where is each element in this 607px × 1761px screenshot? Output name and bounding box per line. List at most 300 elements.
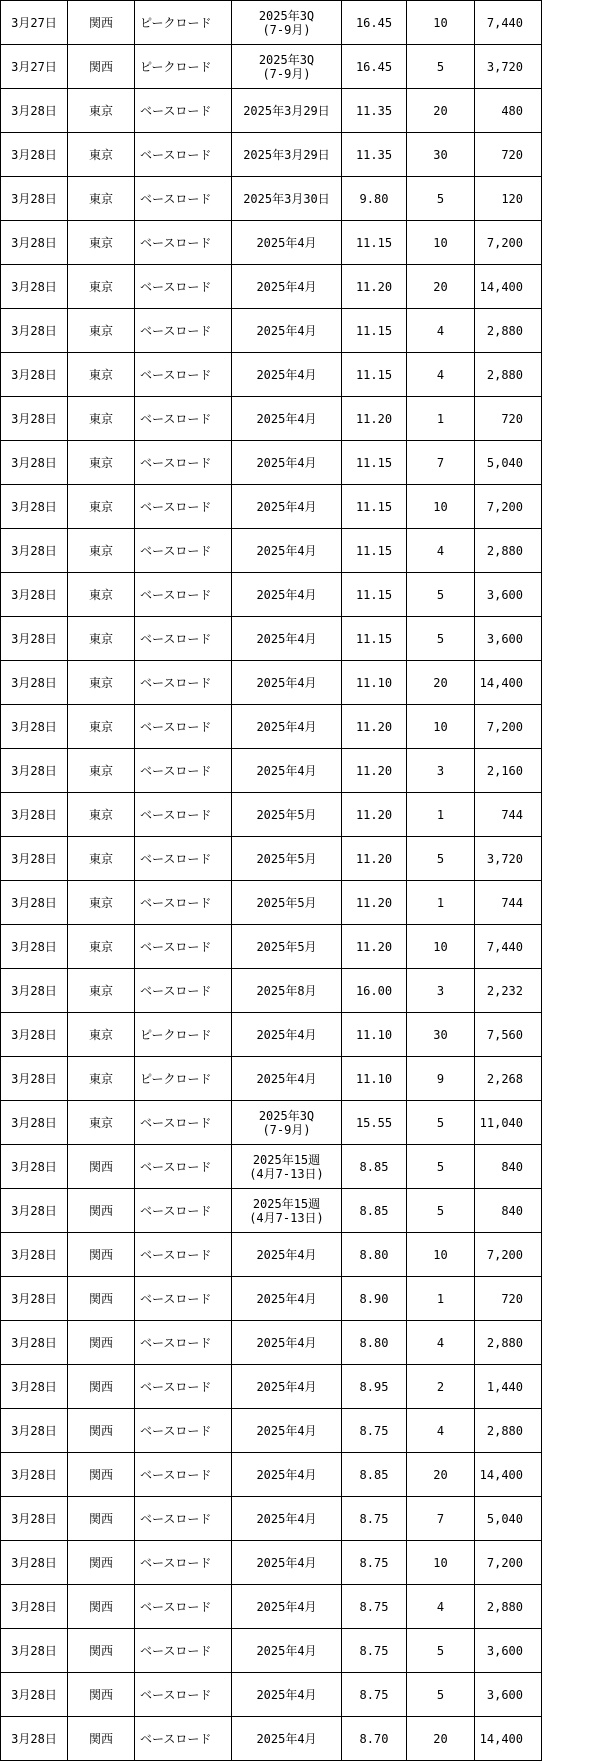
date-cell: 3月28日 <box>1 1321 68 1365</box>
contract-line: 2025年3Q <box>258 52 315 67</box>
quantity-cell: 4 <box>407 529 475 573</box>
contract-line: 2025年5月 <box>256 807 317 822</box>
contract-line: 2025年5月 <box>256 939 317 954</box>
area-cell: 関西 <box>68 1629 135 1673</box>
amount-cell: 744 <box>475 793 542 837</box>
product-cell: ベースロード <box>135 265 232 309</box>
table-row <box>1 1 542 45</box>
area-cell: 関西 <box>68 1541 135 1585</box>
contract-cell <box>232 1365 342 1409</box>
contract-line: (4月7-13日) <box>249 1166 324 1181</box>
product-cell: ベースロード <box>135 1673 232 1717</box>
table-row <box>1 529 542 573</box>
quantity-cell: 3 <box>407 969 475 1013</box>
area-cell: 関西 <box>68 45 135 89</box>
price-cell: 11.15 <box>342 617 407 661</box>
quantity-cell: 5 <box>407 1101 475 1145</box>
product-cell: ベースロード <box>135 1277 232 1321</box>
area-cell: 東京 <box>68 133 135 177</box>
product-cell: ベースロード <box>135 881 232 925</box>
table-row <box>1 1057 542 1101</box>
product-cell: ベースロード <box>135 221 232 265</box>
product-cell: ベースロード <box>135 485 232 529</box>
area-cell: 関西 <box>68 1497 135 1541</box>
date-cell: 3月28日 <box>1 1365 68 1409</box>
date-cell: 3月28日 <box>1 1101 68 1145</box>
contract-cell <box>232 1189 342 1233</box>
area-cell: 東京 <box>68 1101 135 1145</box>
amount-cell: 5,040 <box>475 1497 542 1541</box>
table-row <box>1 45 542 89</box>
date-cell: 3月28日 <box>1 1717 68 1761</box>
product-cell: ベースロード <box>135 1321 232 1365</box>
contract-cell <box>232 177 342 221</box>
product-cell: ベースロード <box>135 837 232 881</box>
product-cell: ベースロード <box>135 1717 232 1761</box>
quantity-cell: 10 <box>407 1541 475 1585</box>
amount-cell: 2,880 <box>475 1321 542 1365</box>
quantity-cell: 20 <box>407 1717 475 1761</box>
table-row <box>1 1013 542 1057</box>
quantity-cell: 7 <box>407 1497 475 1541</box>
product-cell: ベースロード <box>135 793 232 837</box>
table-row <box>1 1145 542 1189</box>
price-cell: 11.15 <box>342 485 407 529</box>
amount-cell: 14,400 <box>475 661 542 705</box>
area-cell: 関西 <box>68 1233 135 1277</box>
quantity-cell: 20 <box>407 89 475 133</box>
contract-cell <box>232 837 342 881</box>
date-cell: 3月28日 <box>1 705 68 749</box>
quantity-cell: 5 <box>407 177 475 221</box>
contract-line: 2025年4月 <box>256 323 317 338</box>
area-cell: 東京 <box>68 529 135 573</box>
date-cell: 3月28日 <box>1 1497 68 1541</box>
price-cell: 8.90 <box>342 1277 407 1321</box>
area-cell: 東京 <box>68 969 135 1013</box>
area-cell: 東京 <box>68 1057 135 1101</box>
contract-line: 2025年4月 <box>256 1599 317 1614</box>
area-cell: 東京 <box>68 485 135 529</box>
amount-cell: 14,400 <box>475 1453 542 1497</box>
price-cell: 11.15 <box>342 573 407 617</box>
contract-line: 2025年4月 <box>256 1291 317 1306</box>
price-cell: 11.10 <box>342 1013 407 1057</box>
table-row <box>1 749 542 793</box>
table-row <box>1 1277 542 1321</box>
contract-line: 2025年4月 <box>256 1687 317 1702</box>
contract-line: 2025年4月 <box>256 1247 317 1262</box>
amount-cell: 7,560 <box>475 1013 542 1057</box>
quantity-cell: 10 <box>407 1 475 45</box>
area-cell: 関西 <box>68 1321 135 1365</box>
contract-line: 2025年4月 <box>256 1467 317 1482</box>
product-cell: ベースロード <box>135 441 232 485</box>
contract-cell <box>232 397 342 441</box>
area-cell: 東京 <box>68 661 135 705</box>
date-cell: 3月28日 <box>1 925 68 969</box>
quantity-cell: 10 <box>407 485 475 529</box>
contract-line: 2025年4月 <box>256 763 317 778</box>
product-cell: ベースロード <box>135 1145 232 1189</box>
table-row <box>1 1541 542 1585</box>
amount-cell: 3,600 <box>475 1629 542 1673</box>
area-cell: 東京 <box>68 705 135 749</box>
quantity-cell: 4 <box>407 353 475 397</box>
price-cell: 8.85 <box>342 1189 407 1233</box>
quantity-cell: 4 <box>407 1585 475 1629</box>
date-cell: 3月28日 <box>1 133 68 177</box>
price-cell: 8.85 <box>342 1453 407 1497</box>
amount-cell: 3,600 <box>475 617 542 661</box>
quantity-cell: 30 <box>407 133 475 177</box>
contract-cell <box>232 1453 342 1497</box>
contract-cell <box>232 1321 342 1365</box>
contract-cell <box>232 529 342 573</box>
table-row <box>1 969 542 1013</box>
area-cell: 東京 <box>68 397 135 441</box>
quantity-cell: 1 <box>407 881 475 925</box>
date-cell: 3月28日 <box>1 1189 68 1233</box>
amount-cell: 2,880 <box>475 1409 542 1453</box>
table-row <box>1 881 542 925</box>
amount-cell: 3,720 <box>475 45 542 89</box>
price-cell: 9.80 <box>342 177 407 221</box>
product-cell: ベースロード <box>135 1541 232 1585</box>
area-cell: 東京 <box>68 837 135 881</box>
price-cell: 11.20 <box>342 397 407 441</box>
table-row <box>1 309 542 353</box>
amount-cell: 720 <box>475 397 542 441</box>
contract-line: 2025年4月 <box>256 1643 317 1658</box>
date-cell: 3月28日 <box>1 881 68 925</box>
amount-cell: 2,268 <box>475 1057 542 1101</box>
product-cell: ベースロード <box>135 1629 232 1673</box>
quantity-cell: 1 <box>407 397 475 441</box>
table-row <box>1 617 542 661</box>
table-row <box>1 1189 542 1233</box>
contract-cell <box>232 45 342 89</box>
contract-cell <box>232 485 342 529</box>
contract-cell <box>232 1057 342 1101</box>
table-row <box>1 573 542 617</box>
product-cell: ピークロード <box>135 1057 232 1101</box>
amount-cell: 2,880 <box>475 529 542 573</box>
amount-cell: 5,040 <box>475 441 542 485</box>
table-row <box>1 1233 542 1277</box>
amount-cell: 7,200 <box>475 1233 542 1277</box>
date-cell: 3月28日 <box>1 749 68 793</box>
product-cell: ベースロード <box>135 969 232 1013</box>
area-cell: 東京 <box>68 353 135 397</box>
table-row <box>1 221 542 265</box>
amount-cell: 7,200 <box>475 221 542 265</box>
date-cell: 3月28日 <box>1 837 68 881</box>
contract-line: 2025年5月 <box>256 895 317 910</box>
quantity-cell: 4 <box>407 309 475 353</box>
contract-line: 2025年4月 <box>256 279 317 294</box>
area-cell: 東京 <box>68 177 135 221</box>
quantity-cell: 5 <box>407 1189 475 1233</box>
table-row <box>1 353 542 397</box>
contract-line: 2025年4月 <box>256 719 317 734</box>
date-cell: 3月27日 <box>1 45 68 89</box>
area-cell: 関西 <box>68 1717 135 1761</box>
amount-cell: 7,200 <box>475 705 542 749</box>
quantity-cell: 5 <box>407 1145 475 1189</box>
amount-cell: 720 <box>475 1277 542 1321</box>
quantity-cell: 2 <box>407 1365 475 1409</box>
area-cell: 関西 <box>68 1453 135 1497</box>
area-cell: 東京 <box>68 441 135 485</box>
price-cell: 11.10 <box>342 1057 407 1101</box>
date-cell: 3月28日 <box>1 573 68 617</box>
amount-cell: 2,232 <box>475 969 542 1013</box>
contract-cell <box>232 793 342 837</box>
area-cell: 東京 <box>68 617 135 661</box>
table-row <box>1 1629 542 1673</box>
quantity-cell: 5 <box>407 1673 475 1717</box>
table-row <box>1 705 542 749</box>
contract-cell <box>232 1013 342 1057</box>
contract-line: 2025年3月30日 <box>243 191 330 206</box>
quantity-cell: 30 <box>407 1013 475 1057</box>
table-body <box>1 1 542 1761</box>
table-row <box>1 89 542 133</box>
date-cell: 3月28日 <box>1 485 68 529</box>
table-row <box>1 1585 542 1629</box>
quantity-cell: 4 <box>407 1409 475 1453</box>
contract-line: (7-9月) <box>262 1122 311 1137</box>
amount-cell: 2,880 <box>475 1585 542 1629</box>
area-cell: 東京 <box>68 221 135 265</box>
date-cell: 3月28日 <box>1 89 68 133</box>
quantity-cell: 7 <box>407 441 475 485</box>
contract-line: 2025年3Q <box>258 8 315 23</box>
product-cell: ベースロード <box>135 661 232 705</box>
area-cell: 東京 <box>68 925 135 969</box>
date-cell: 3月28日 <box>1 969 68 1013</box>
contract-line: 2025年4月 <box>256 1511 317 1526</box>
quantity-cell: 10 <box>407 925 475 969</box>
price-cell: 11.20 <box>342 881 407 925</box>
contract-line: 2025年4月 <box>256 455 317 470</box>
product-cell: ピークロード <box>135 1 232 45</box>
price-cell: 11.20 <box>342 749 407 793</box>
product-cell: ピークロード <box>135 45 232 89</box>
product-cell: ベースロード <box>135 133 232 177</box>
price-cell: 16.00 <box>342 969 407 1013</box>
area-cell: 東京 <box>68 1013 135 1057</box>
contract-cell <box>232 1233 342 1277</box>
amount-cell: 14,400 <box>475 265 542 309</box>
amount-cell: 2,880 <box>475 309 542 353</box>
price-cell: 8.75 <box>342 1629 407 1673</box>
quantity-cell: 10 <box>407 221 475 265</box>
table-row <box>1 1409 542 1453</box>
contract-cell <box>232 881 342 925</box>
contract-cell <box>232 969 342 1013</box>
product-cell: ベースロード <box>135 749 232 793</box>
table-row <box>1 1321 542 1365</box>
price-cell: 8.75 <box>342 1409 407 1453</box>
table-row <box>1 925 542 969</box>
contract-line: 2025年4月 <box>256 587 317 602</box>
contract-cell <box>232 1 342 45</box>
date-cell: 3月28日 <box>1 661 68 705</box>
contract-cell <box>232 1585 342 1629</box>
amount-cell: 480 <box>475 89 542 133</box>
quantity-cell: 3 <box>407 749 475 793</box>
product-cell: ベースロード <box>135 529 232 573</box>
product-cell: ピークロード <box>135 1013 232 1057</box>
contract-cell <box>232 925 342 969</box>
date-cell: 3月28日 <box>1 221 68 265</box>
contract-line: 2025年4月 <box>256 1027 317 1042</box>
quantity-cell: 20 <box>407 1453 475 1497</box>
date-cell: 3月28日 <box>1 1585 68 1629</box>
contract-line: 2025年3月29日 <box>243 103 330 118</box>
amount-cell: 7,200 <box>475 485 542 529</box>
price-cell: 8.80 <box>342 1321 407 1365</box>
amount-cell: 2,880 <box>475 353 542 397</box>
product-cell: ベースロード <box>135 1101 232 1145</box>
table-row <box>1 1673 542 1717</box>
contract-cell <box>232 749 342 793</box>
contract-cell <box>232 1409 342 1453</box>
quantity-cell: 1 <box>407 1277 475 1321</box>
amount-cell: 11,040 <box>475 1101 542 1145</box>
contract-line: 2025年4月 <box>256 1423 317 1438</box>
quantity-cell: 5 <box>407 573 475 617</box>
table-row <box>1 1365 542 1409</box>
amount-cell: 744 <box>475 881 542 925</box>
contract-cell <box>232 1629 342 1673</box>
amount-cell: 120 <box>475 177 542 221</box>
contract-line: 2025年4月 <box>256 631 317 646</box>
contract-cell <box>232 133 342 177</box>
product-cell: ベースロード <box>135 1189 232 1233</box>
product-cell: ベースロード <box>135 353 232 397</box>
price-cell: 8.80 <box>342 1233 407 1277</box>
amount-cell: 7,440 <box>475 925 542 969</box>
quantity-cell: 5 <box>407 837 475 881</box>
date-cell: 3月28日 <box>1 1409 68 1453</box>
contract-line: 2025年15週 <box>252 1196 321 1211</box>
table-row <box>1 793 542 837</box>
date-cell: 3月28日 <box>1 1541 68 1585</box>
area-cell: 東京 <box>68 881 135 925</box>
product-cell: ベースロード <box>135 617 232 661</box>
date-cell: 3月28日 <box>1 793 68 837</box>
quantity-cell: 20 <box>407 265 475 309</box>
product-cell: ベースロード <box>135 705 232 749</box>
contract-cell <box>232 89 342 133</box>
date-cell: 3月28日 <box>1 1453 68 1497</box>
price-cell: 11.15 <box>342 221 407 265</box>
contract-line: 2025年15週 <box>252 1152 321 1167</box>
contract-line: 2025年8月 <box>256 983 317 998</box>
table-row <box>1 265 542 309</box>
area-cell: 関西 <box>68 1189 135 1233</box>
price-cell: 11.20 <box>342 265 407 309</box>
date-cell: 3月28日 <box>1 177 68 221</box>
contract-line: 2025年4月 <box>256 411 317 426</box>
price-cell: 8.95 <box>342 1365 407 1409</box>
product-cell: ベースロード <box>135 397 232 441</box>
product-cell: ベースロード <box>135 89 232 133</box>
contract-cell <box>232 1145 342 1189</box>
contract-line: 2025年3月29日 <box>243 147 330 162</box>
amount-cell: 3,720 <box>475 837 542 881</box>
contract-cell <box>232 221 342 265</box>
amount-cell: 720 <box>475 133 542 177</box>
contract-line: 2025年3Q <box>258 1108 315 1123</box>
area-cell: 関西 <box>68 1409 135 1453</box>
area-cell: 東京 <box>68 793 135 837</box>
quantity-cell: 10 <box>407 1233 475 1277</box>
table-row <box>1 397 542 441</box>
quantity-cell: 5 <box>407 1629 475 1673</box>
contract-line: 2025年4月 <box>256 235 317 250</box>
price-cell: 11.20 <box>342 705 407 749</box>
quantity-cell: 9 <box>407 1057 475 1101</box>
contract-cell <box>232 705 342 749</box>
date-cell: 3月28日 <box>1 1277 68 1321</box>
contract-line: 2025年4月 <box>256 499 317 514</box>
date-cell: 3月28日 <box>1 1233 68 1277</box>
price-cell: 11.15 <box>342 309 407 353</box>
contract-cell <box>232 309 342 353</box>
contract-cell <box>232 265 342 309</box>
product-cell: ベースロード <box>135 1585 232 1629</box>
price-cell: 8.75 <box>342 1497 407 1541</box>
contract-line: 2025年4月 <box>256 675 317 690</box>
contract-cell <box>232 573 342 617</box>
product-cell: ベースロード <box>135 1409 232 1453</box>
contract-cell <box>232 441 342 485</box>
quantity-cell: 1 <box>407 793 475 837</box>
price-cell: 8.70 <box>342 1717 407 1761</box>
price-cell: 11.20 <box>342 837 407 881</box>
contract-line: 2025年4月 <box>256 1335 317 1350</box>
price-cell: 8.75 <box>342 1585 407 1629</box>
price-cell: 16.45 <box>342 45 407 89</box>
quantity-cell: 5 <box>407 617 475 661</box>
table-row <box>1 177 542 221</box>
table-row <box>1 1717 542 1761</box>
table-row <box>1 1101 542 1145</box>
product-cell: ベースロード <box>135 1365 232 1409</box>
date-cell: 3月28日 <box>1 309 68 353</box>
contract-line: 2025年4月 <box>256 1071 317 1086</box>
quantity-cell: 10 <box>407 705 475 749</box>
date-cell: 3月28日 <box>1 265 68 309</box>
price-cell: 8.75 <box>342 1541 407 1585</box>
area-cell: 関西 <box>68 1673 135 1717</box>
amount-cell: 14,400 <box>475 1717 542 1761</box>
table-row <box>1 133 542 177</box>
area-cell: 関西 <box>68 1145 135 1189</box>
price-cell: 11.15 <box>342 529 407 573</box>
table-row <box>1 485 542 529</box>
contract-cell <box>232 1497 342 1541</box>
amount-cell: 840 <box>475 1189 542 1233</box>
area-cell: 関西 <box>68 1365 135 1409</box>
contract-cell <box>232 1101 342 1145</box>
area-cell: 関西 <box>68 1277 135 1321</box>
contract-line: 2025年4月 <box>256 1731 317 1746</box>
